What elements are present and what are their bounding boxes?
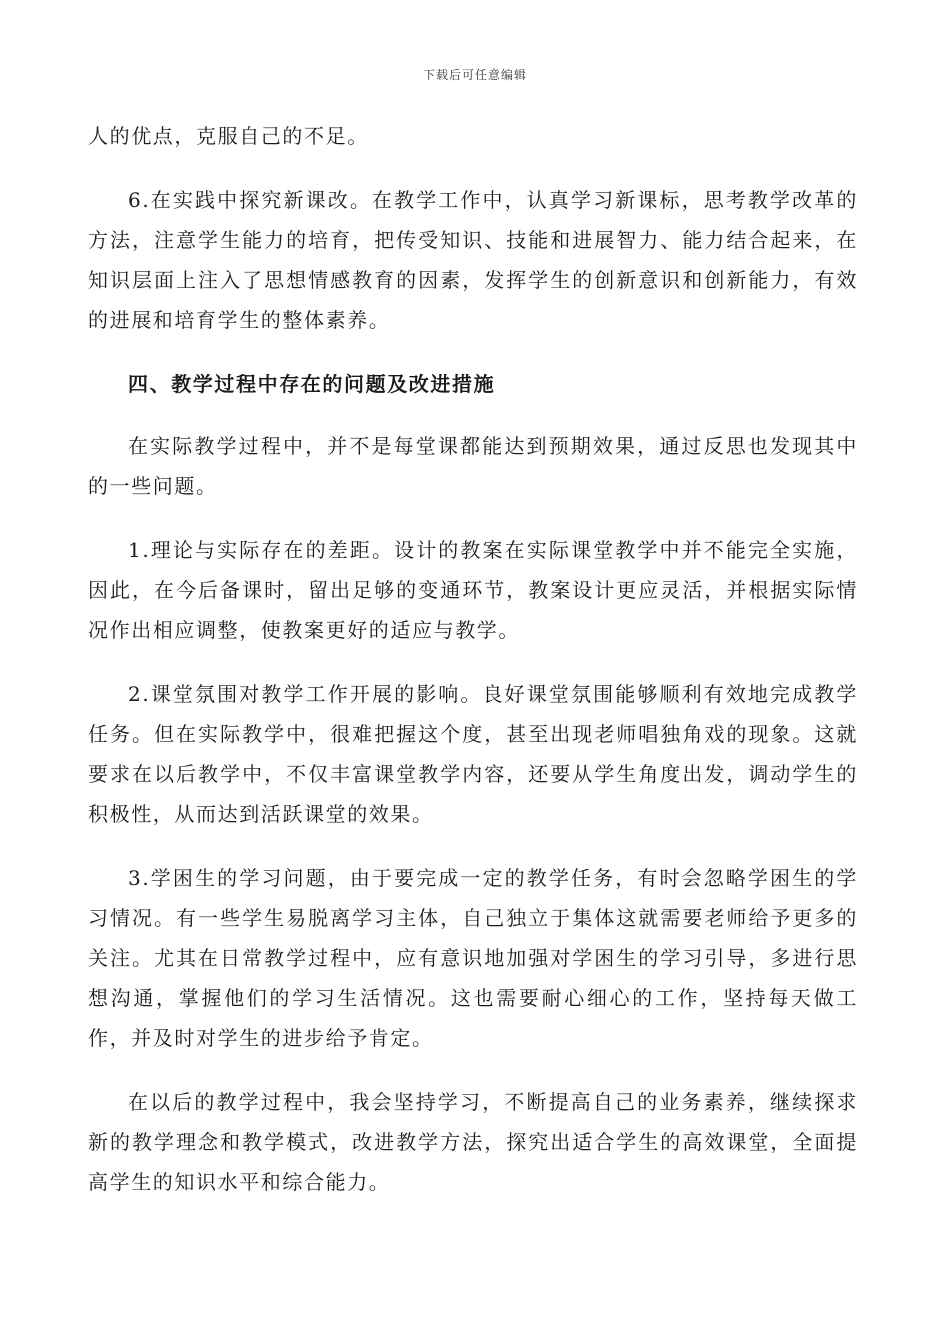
page-header-note: 下载后可任意编辑 <box>422 68 527 82</box>
paragraph-item-2: 2.课堂氛围对教学工作开展的影响。良好课堂氛围能够顺利有效地完成教学任务。但在实际教学中，很难把握这个度，甚至出现老师唱独角戏的现象。这就要求在以后教学中，不仅丰富课堂教学内容，还要从学生角度出发，调动学生的积极性，从而达到活跃课堂的效果。 <box>88 682 858 826</box>
paragraph-intro: 在实际教学过程中，并不是每堂课都能达到预期效果，通过反思也发现其中的一些问题。 <box>88 434 858 498</box>
paragraph-item-1: 1.理论与实际存在的差距。设计的教案在实际课堂教学中并不能完全实施，因此，在今后备课时，留出足够的变通环节，教案设计更应灵活，并根据实际情况作出相应调整，使教案更好的适应与教学。 <box>88 538 858 642</box>
paragraph-conclusion: 在以后的教学过程中，我会坚持学习，不断提高自己的业务素养，继续探求新的教学理念和教学模式，改进教学方法，探究出适合学生的高效课堂，全面提高学生的知识水平和综合能力。 <box>88 1090 858 1194</box>
paragraph-item-3: 3.学困生的学习问题，由于要完成一定的教学任务，有时会忽略学困生的学习情况。有一些学生易脱离学习主体，自己独立于集体这就需要老师给予更多的关注。尤其在日常教学过程中，应有意识地加强对学困生的学习引导，多进行思想沟通，掌握他们的学习生活情况。这也需要耐心细心的工作，坚持每天做工作，并及时对学生的进步给予肯定。 <box>88 866 858 1050</box>
paragraph-item-6: 6.在实践中探究新课改。在教学工作中，认真学习新课标，思考教学改革的方法，注意学生能力的培育，把传受知识、技能和进展智力、能力结合起来，在知识层面上注入了思想情感教育的因素，发挥学生的创新意识和创新能力，有效的进展和培育学生的整体素养。 <box>88 188 858 332</box>
section-heading: 四、教学过程中存在的问题及改进措施 <box>128 372 496 396</box>
document-body <box>88 116 858 1226</box>
paragraph-continuation: 人的优点，克服自己的不足。 <box>88 124 369 148</box>
